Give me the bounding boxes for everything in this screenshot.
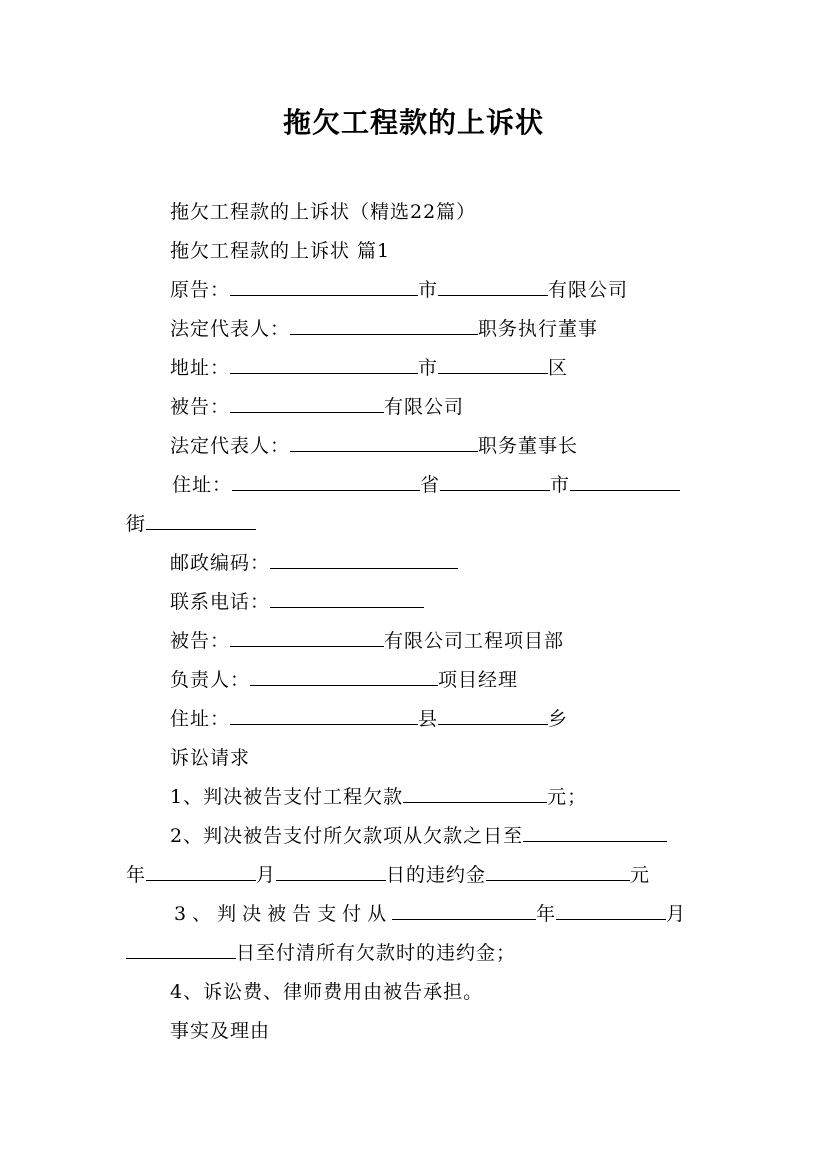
blank-field: [250, 667, 438, 686]
blank-field: [403, 784, 547, 803]
rep1-line: 法定代表人： 职务执行董事: [170, 318, 599, 340]
blank-field: [556, 901, 666, 920]
defendant2-line: 被告： 有限公司工程项目部: [170, 630, 565, 652]
blank-field: [290, 316, 478, 335]
blank-field: [392, 901, 536, 920]
postcode-line: 邮政编码：: [170, 550, 707, 576]
document-title: 拖欠工程款的上诉状: [282, 106, 544, 139]
blank-field: [230, 394, 384, 413]
blank-field: [270, 589, 424, 608]
blank-field: [126, 940, 236, 959]
subtitle: 拖欠工程款的上诉状（精选22篇）: [170, 201, 477, 223]
blank-field: [232, 472, 420, 491]
residence1-line: 住址： 省 市: [172, 472, 707, 498]
plaintiff-line: 原告： 市 有限公司: [170, 279, 629, 301]
blank-field: [523, 823, 667, 842]
blank-field: [438, 277, 548, 296]
blank-field: [146, 511, 256, 530]
blank-field: [230, 706, 418, 725]
claim-1: 1、判决被告支付工程欠款 元；: [170, 786, 588, 808]
defendant1-line: 被告： 有限公司: [170, 396, 465, 418]
blank-field: [438, 706, 548, 725]
chapter-heading: 拖欠工程款的上诉状 篇1: [170, 240, 391, 262]
claim-2-cont: 年 月 日的违约金 元: [126, 864, 651, 886]
blank-field: [290, 433, 478, 452]
blank-field: [438, 355, 548, 374]
rep2-line: 法定代表人： 职务董事长: [170, 435, 579, 457]
blank-field: [230, 355, 418, 374]
phone-line: 联系电话：: [170, 589, 707, 615]
facts-heading: 事实及理由: [170, 1020, 271, 1042]
claim-4: 4、诉讼费、律师费用由被告承担。: [170, 981, 484, 1003]
blank-field: [570, 472, 680, 491]
blank-field: [270, 550, 458, 569]
blank-field: [486, 862, 630, 881]
residence1-line-cont: 街: [126, 511, 707, 537]
blank-field: [230, 277, 418, 296]
blank-field: [146, 862, 256, 881]
claim-3: 3、判决被告支付从 年 月: [174, 903, 687, 925]
address-line: 地址： 市 区: [170, 357, 569, 379]
blank-field: [276, 862, 386, 881]
claim-3-cont: 日至付清所有欠款时的违约金；: [126, 940, 707, 966]
blank-field: [440, 472, 550, 491]
blank-field: [230, 628, 384, 647]
claim-2: 2、判决被告支付所欠款项从欠款之日至: [170, 823, 707, 849]
manager-line: 负责人： 项目经理: [170, 669, 519, 691]
claims-heading: 诉讼请求: [170, 747, 251, 769]
residence2-line: 住址： 县 乡: [170, 708, 569, 730]
